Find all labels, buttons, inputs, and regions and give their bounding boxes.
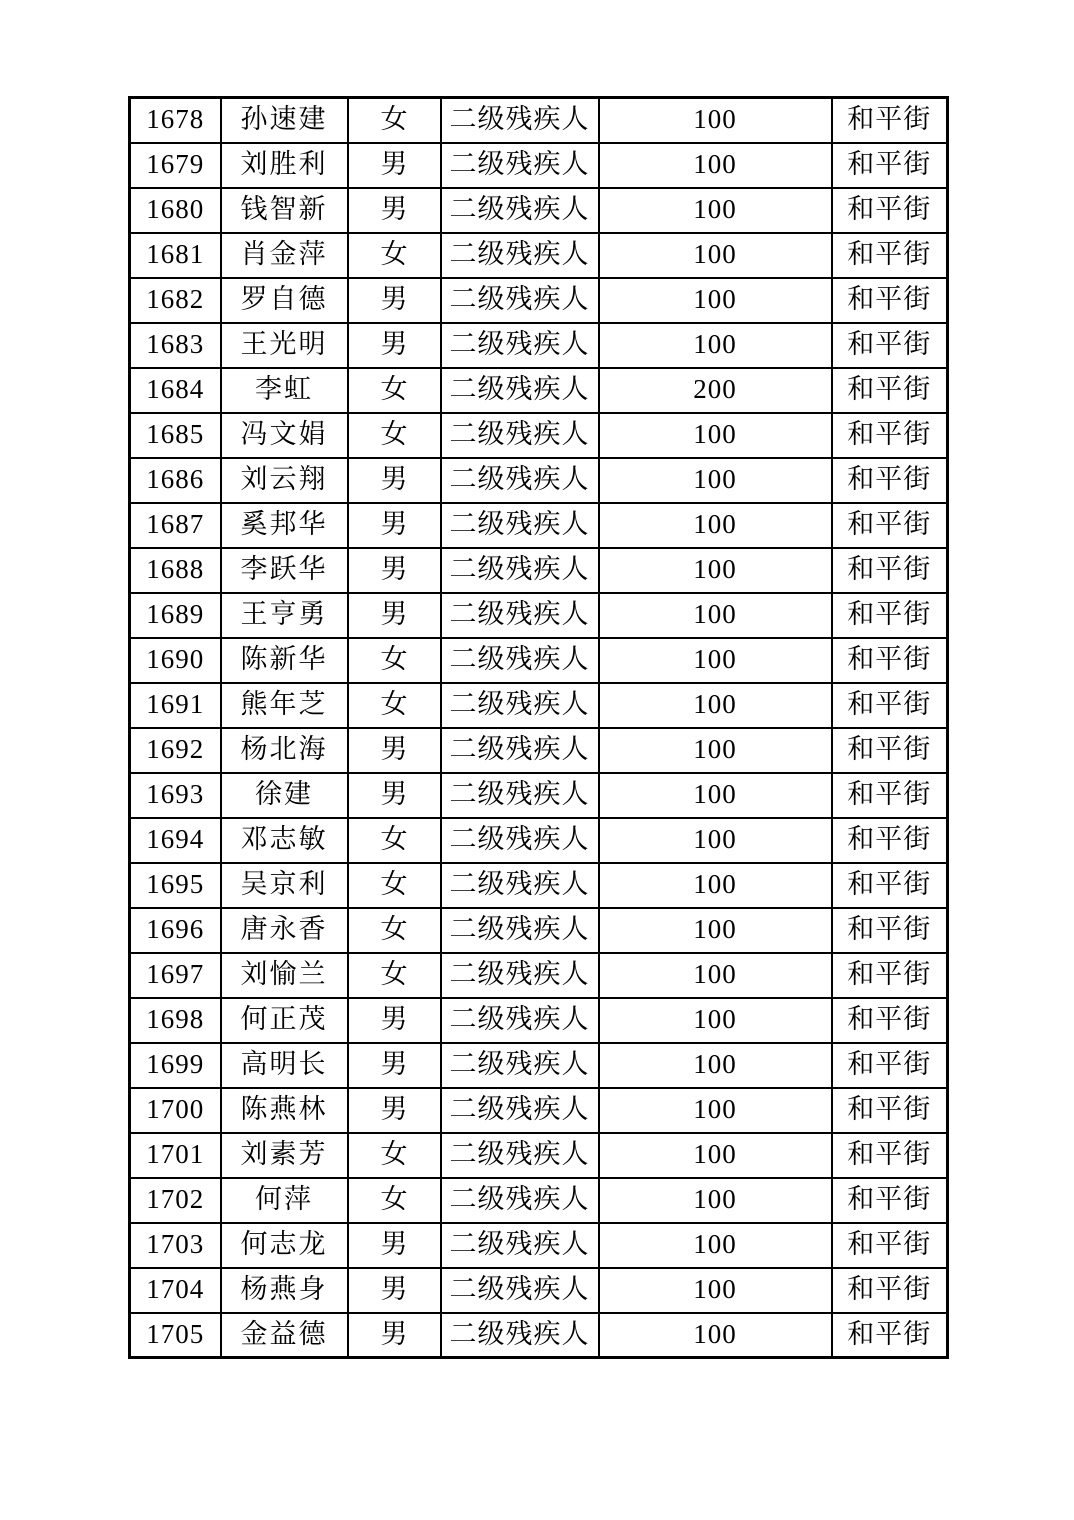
cell-name: 王光明	[221, 323, 348, 368]
cell-category: 二级残疾人	[441, 143, 599, 188]
cell-id: 1703	[130, 1223, 221, 1268]
cell-id: 1705	[130, 1313, 221, 1358]
cell-street: 和平街	[832, 1178, 948, 1223]
cell-category: 二级残疾人	[441, 1223, 599, 1268]
cell-amount: 100	[599, 323, 832, 368]
cell-id: 1680	[130, 188, 221, 233]
table-row	[130, 368, 948, 413]
cell-category: 二级残疾人	[441, 1178, 599, 1223]
cell-gender: 女	[348, 818, 441, 863]
cell-gender: 女	[348, 683, 441, 728]
cell-street: 和平街	[832, 278, 948, 323]
cell-street: 和平街	[832, 1088, 948, 1133]
cell-gender: 男	[348, 1043, 441, 1088]
cell-name: 李跃华	[221, 548, 348, 593]
cell-name: 刘胜利	[221, 143, 348, 188]
cell-gender: 男	[348, 323, 441, 368]
cell-category: 二级残疾人	[441, 278, 599, 323]
table-row	[130, 323, 948, 368]
cell-street: 和平街	[832, 368, 948, 413]
cell-name: 钱智新	[221, 188, 348, 233]
cell-gender: 男	[348, 188, 441, 233]
cell-category: 二级残疾人	[441, 1313, 599, 1358]
cell-street: 和平街	[832, 1043, 948, 1088]
cell-gender: 男	[348, 773, 441, 818]
table-row	[130, 1178, 948, 1223]
cell-gender: 女	[348, 1133, 441, 1178]
cell-gender: 女	[348, 638, 441, 683]
cell-amount: 200	[599, 368, 832, 413]
cell-amount: 100	[599, 1313, 832, 1358]
table-row	[130, 908, 948, 953]
cell-street: 和平街	[832, 323, 948, 368]
cell-name: 刘素芳	[221, 1133, 348, 1178]
cell-amount: 100	[599, 1133, 832, 1178]
cell-category: 二级残疾人	[441, 233, 599, 278]
cell-street: 和平街	[832, 1268, 948, 1313]
cell-gender: 男	[348, 278, 441, 323]
cell-name: 奚邦华	[221, 503, 348, 548]
cell-id: 1684	[130, 368, 221, 413]
cell-street: 和平街	[832, 593, 948, 638]
cell-id: 1693	[130, 773, 221, 818]
cell-gender: 男	[348, 593, 441, 638]
cell-category: 二级残疾人	[441, 998, 599, 1043]
cell-amount: 100	[599, 1178, 832, 1223]
cell-category: 二级残疾人	[441, 908, 599, 953]
cell-id: 1699	[130, 1043, 221, 1088]
cell-name: 刘愉兰	[221, 953, 348, 998]
cell-gender: 女	[348, 368, 441, 413]
cell-gender: 男	[348, 1313, 441, 1358]
table-row	[130, 143, 948, 188]
cell-name: 王亨勇	[221, 593, 348, 638]
cell-id: 1701	[130, 1133, 221, 1178]
cell-name: 熊年芝	[221, 683, 348, 728]
cell-category: 二级残疾人	[441, 638, 599, 683]
cell-name: 陈燕林	[221, 1088, 348, 1133]
cell-name: 高明长	[221, 1043, 348, 1088]
cell-amount: 100	[599, 818, 832, 863]
cell-id: 1697	[130, 953, 221, 998]
cell-id: 1690	[130, 638, 221, 683]
table-row	[130, 728, 948, 773]
cell-category: 二级残疾人	[441, 368, 599, 413]
cell-id: 1682	[130, 278, 221, 323]
cell-street: 和平街	[832, 458, 948, 503]
table-row	[130, 1223, 948, 1268]
table-row	[130, 548, 948, 593]
cell-gender: 女	[348, 233, 441, 278]
cell-name: 罗自德	[221, 278, 348, 323]
cell-id: 1695	[130, 863, 221, 908]
cell-name: 孙速建	[221, 98, 348, 143]
cell-id: 1692	[130, 728, 221, 773]
table-row	[130, 953, 948, 998]
cell-name: 何正茂	[221, 998, 348, 1043]
cell-id: 1685	[130, 413, 221, 458]
table-row	[130, 98, 948, 143]
table-row	[130, 503, 948, 548]
cell-gender: 女	[348, 98, 441, 143]
table-row	[130, 998, 948, 1043]
table-row	[130, 458, 948, 503]
cell-amount: 100	[599, 998, 832, 1043]
roster-table	[128, 96, 949, 1359]
cell-id: 1686	[130, 458, 221, 503]
cell-street: 和平街	[832, 773, 948, 818]
cell-name: 何志龙	[221, 1223, 348, 1268]
cell-amount: 100	[599, 548, 832, 593]
cell-street: 和平街	[832, 908, 948, 953]
cell-category: 二级残疾人	[441, 1043, 599, 1088]
cell-street: 和平街	[832, 728, 948, 773]
cell-id: 1678	[130, 98, 221, 143]
cell-street: 和平街	[832, 818, 948, 863]
cell-id: 1700	[130, 1088, 221, 1133]
cell-category: 二级残疾人	[441, 863, 599, 908]
cell-amount: 100	[599, 458, 832, 503]
cell-name: 刘云翔	[221, 458, 348, 503]
table-row	[130, 233, 948, 278]
cell-amount: 100	[599, 1223, 832, 1268]
cell-amount: 100	[599, 863, 832, 908]
cell-category: 二级残疾人	[441, 548, 599, 593]
cell-gender: 女	[348, 413, 441, 458]
roster-table-body	[130, 98, 948, 1358]
table-row	[130, 818, 948, 863]
cell-name: 杨燕身	[221, 1268, 348, 1313]
cell-name: 徐建	[221, 773, 348, 818]
cell-id: 1679	[130, 143, 221, 188]
cell-gender: 女	[348, 1178, 441, 1223]
table-row	[130, 773, 948, 818]
table-row	[130, 638, 948, 683]
cell-id: 1681	[130, 233, 221, 278]
cell-gender: 男	[348, 1088, 441, 1133]
cell-amount: 100	[599, 728, 832, 773]
cell-id: 1694	[130, 818, 221, 863]
cell-name: 李虹	[221, 368, 348, 413]
cell-id: 1704	[130, 1268, 221, 1313]
cell-street: 和平街	[832, 1133, 948, 1178]
cell-name: 唐永香	[221, 908, 348, 953]
cell-category: 二级残疾人	[441, 323, 599, 368]
cell-gender: 男	[348, 143, 441, 188]
cell-id: 1696	[130, 908, 221, 953]
cell-gender: 男	[348, 998, 441, 1043]
cell-id: 1691	[130, 683, 221, 728]
cell-gender: 男	[348, 728, 441, 773]
cell-street: 和平街	[832, 638, 948, 683]
cell-id: 1688	[130, 548, 221, 593]
cell-amount: 100	[599, 683, 832, 728]
cell-gender: 男	[348, 458, 441, 503]
cell-street: 和平街	[832, 683, 948, 728]
cell-street: 和平街	[832, 548, 948, 593]
cell-street: 和平街	[832, 188, 948, 233]
cell-name: 杨北海	[221, 728, 348, 773]
cell-category: 二级残疾人	[441, 1268, 599, 1313]
cell-id: 1683	[130, 323, 221, 368]
table-row	[130, 683, 948, 728]
cell-amount: 100	[599, 593, 832, 638]
cell-amount: 100	[599, 143, 832, 188]
cell-amount: 100	[599, 413, 832, 458]
cell-amount: 100	[599, 1088, 832, 1133]
cell-amount: 100	[599, 1043, 832, 1088]
cell-street: 和平街	[832, 413, 948, 458]
cell-amount: 100	[599, 953, 832, 998]
cell-amount: 100	[599, 1268, 832, 1313]
cell-name: 金益德	[221, 1313, 348, 1358]
cell-category: 二级残疾人	[441, 1088, 599, 1133]
cell-street: 和平街	[832, 998, 948, 1043]
cell-name: 邓志敏	[221, 818, 348, 863]
cell-amount: 100	[599, 773, 832, 818]
table-row	[130, 1268, 948, 1313]
cell-category: 二级残疾人	[441, 593, 599, 638]
cell-name: 何萍	[221, 1178, 348, 1223]
cell-category: 二级残疾人	[441, 503, 599, 548]
cell-name: 肖金萍	[221, 233, 348, 278]
cell-id: 1698	[130, 998, 221, 1043]
table-row	[130, 1133, 948, 1178]
cell-name: 吴京利	[221, 863, 348, 908]
cell-gender: 男	[348, 548, 441, 593]
table-row	[130, 278, 948, 323]
cell-name: 冯文娟	[221, 413, 348, 458]
cell-gender: 男	[348, 1268, 441, 1313]
cell-street: 和平街	[832, 1313, 948, 1358]
cell-street: 和平街	[832, 143, 948, 188]
cell-amount: 100	[599, 98, 832, 143]
cell-street: 和平街	[832, 1223, 948, 1268]
table-row	[130, 188, 948, 233]
table-row	[130, 1088, 948, 1133]
cell-id: 1687	[130, 503, 221, 548]
cell-category: 二级残疾人	[441, 683, 599, 728]
cell-id: 1702	[130, 1178, 221, 1223]
cell-gender: 男	[348, 1223, 441, 1268]
cell-id: 1689	[130, 593, 221, 638]
cell-gender: 女	[348, 863, 441, 908]
cell-category: 二级残疾人	[441, 458, 599, 503]
cell-street: 和平街	[832, 233, 948, 278]
cell-amount: 100	[599, 638, 832, 683]
cell-street: 和平街	[832, 863, 948, 908]
cell-category: 二级残疾人	[441, 773, 599, 818]
cell-category: 二级残疾人	[441, 953, 599, 998]
table-row	[130, 1043, 948, 1088]
table-row	[130, 593, 948, 638]
cell-amount: 100	[599, 188, 832, 233]
cell-category: 二级残疾人	[441, 818, 599, 863]
cell-category: 二级残疾人	[441, 188, 599, 233]
cell-name: 陈新华	[221, 638, 348, 683]
cell-category: 二级残疾人	[441, 98, 599, 143]
cell-street: 和平街	[832, 98, 948, 143]
cell-gender: 女	[348, 953, 441, 998]
cell-amount: 100	[599, 278, 832, 323]
cell-amount: 100	[599, 503, 832, 548]
table-row	[130, 863, 948, 908]
cell-category: 二级残疾人	[441, 413, 599, 458]
cell-gender: 男	[348, 503, 441, 548]
table-row	[130, 413, 948, 458]
cell-gender: 女	[348, 908, 441, 953]
cell-amount: 100	[599, 908, 832, 953]
cell-category: 二级残疾人	[441, 1133, 599, 1178]
cell-amount: 100	[599, 233, 832, 278]
table-row	[130, 1313, 948, 1358]
cell-street: 和平街	[832, 503, 948, 548]
cell-street: 和平街	[832, 953, 948, 998]
cell-category: 二级残疾人	[441, 728, 599, 773]
